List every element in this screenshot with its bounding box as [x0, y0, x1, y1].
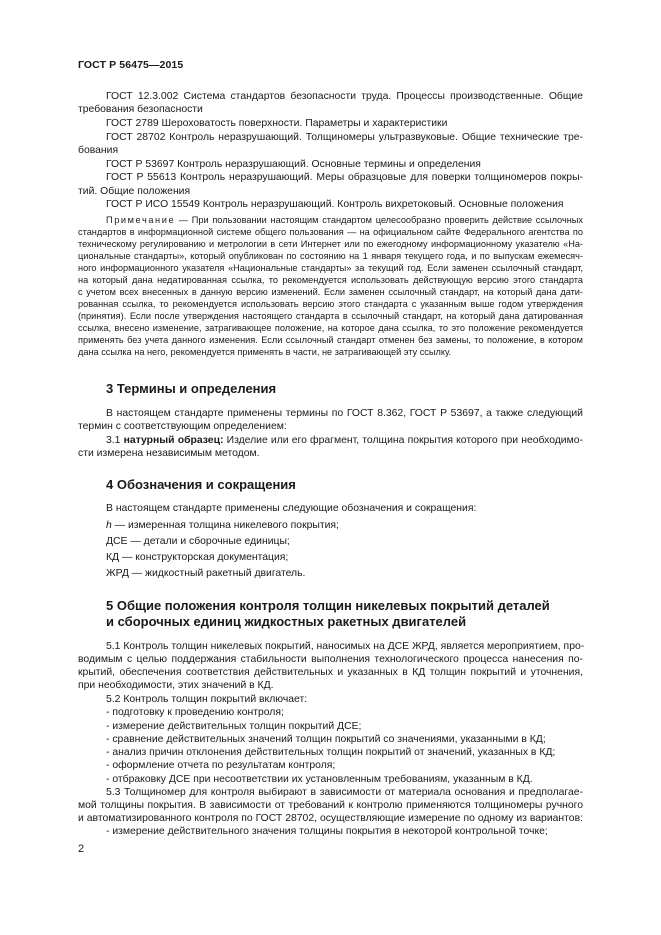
section-5-heading: 5 Общие положения контроля толщин никелевых покрытий деталей	[106, 598, 550, 613]
abbreviation-item	[106, 536, 290, 548]
note-line	[106, 215, 583, 226]
note-text: — При пользовании настоящим стандартом целесообразно проверить действие ссылочных	[175, 215, 583, 225]
ref-line: ГОСТ Р ИСО 15549 Контроль неразрушающий. Контроль вихретоковый. Основные положения	[106, 199, 564, 210]
list-item: - анализ причин отклонения действительных толщин покрытий от значений, указанных в КД;	[106, 747, 556, 758]
list-item: - измерение действительных толщин покрытий ДСЕ;	[106, 721, 362, 732]
ref-line: ГОСТ 28702 Контроль неразрушающий. Толщиномеры ультразвуковые. Общие технические тре-	[106, 132, 583, 143]
paragraph-line: 5.2 Контроль толщин покрытий включает:	[106, 694, 308, 705]
note-line: с учетом всех внесенных в данную версию изменений. Если заменен ссылочный стандарт, на который дана дати-	[78, 287, 583, 297]
note-label: Примечание	[106, 215, 176, 225]
paragraph-line: сти измерена независимым методом.	[78, 448, 260, 459]
note-line: циональные стандарты», который опубликован по состоянию на 1 января текущего года, и по выпускам ежемесяч-	[78, 251, 583, 261]
paragraph-line: крытий, обеспечения соответствия действительных и указанных в КД толщин покрытий и уточнения,	[78, 667, 583, 678]
abbr-symbol: h	[106, 520, 112, 531]
paragraph-line: и автоматизированного контроля по ГОСТ 28702, осуществляющие измерение по одному из вариантов:	[78, 813, 583, 824]
abbreviation-item	[106, 552, 288, 564]
paragraph-line: водимым с целью поддержания стабильности выполнения технологического процесса нанесения по-	[78, 654, 583, 665]
paragraph-line: при необходимости, этих значений в КД.	[78, 680, 274, 691]
document-code: ГОСТ Р 56475—2015	[78, 59, 184, 71]
paragraph-line: 5.3 Толщиномер для контроля выбирают в зависимости от материала основания и предполагае-	[106, 787, 583, 798]
note-line: (принятия). Если после утверждения настоящего стандарта в ссылочный стандарт, на который дана датированная	[78, 311, 583, 321]
list-item: - отбраковку ДСЕ при несоответствии их установленным требованиям, указанным в КД.	[106, 774, 533, 785]
paragraph-line: мой толщины покрытия. В зависимости от требований к контролю применяются толщиномеры ручного	[78, 800, 583, 811]
section-4-heading: 4 Обозначения и сокращения	[106, 477, 296, 492]
list-item: - измерение действительного значения толщины покрытия в некоторой контрольной точке;	[106, 826, 548, 837]
list-item: - сравнение действительных значений толщин покрытий со значениями, указанными в КД;	[106, 734, 546, 745]
section-3-heading: 3 Термины и определения	[106, 381, 277, 396]
note-line: рованная ссылка, то рекомендуется использовать версию этого стандарта с указанным выше годом утверждения	[78, 299, 583, 309]
abbr-definition: — конструкторская документация;	[119, 552, 289, 563]
paragraph-line: 5.1 Контроль толщин никелевых покрытий, наносимых на ДСЕ ЖРД, является мероприятием, про-	[106, 641, 585, 652]
abbr-symbol: ЖРД	[106, 568, 129, 579]
note-line: ного информационного указателя «Национальные стандарты» за текущий год. Если заменен ссылочный стандарт,	[78, 263, 583, 273]
ref-line: ГОСТ 12.3.002 Система стандартов безопасности труда. Процессы производственные. Общие	[106, 91, 583, 102]
page-number: 2	[78, 843, 85, 855]
ref-line: требования безопасности	[78, 104, 203, 115]
list-item: - подготовку к проведению контроля;	[106, 707, 284, 718]
note-line: ссылка, внесено изменение, затрагивающее положение, на которое дана ссылка, то это положение рекомендуется	[78, 323, 583, 333]
note-line: применять без учета данного изменения. Если ссылочный стандарт отменен без замены, то положение, в котором	[78, 335, 583, 345]
abbr-definition: — жидкостный ракетный двигатель.	[128, 568, 306, 579]
paragraph-line: В настоящем стандарте применены термины по ГОСТ 8.362, ГОСТ Р 53697, а также следующий	[106, 408, 583, 419]
note-line: стандартов в информационной системе общего пользования — на официальном сайте Федерального агентства по	[78, 227, 583, 237]
ref-line: ГОСТ 2789 Шероховатость поверхности. Параметры и характеристики	[106, 118, 448, 129]
abbr-symbol: ДСЕ	[106, 536, 128, 547]
term-line	[106, 435, 583, 447]
abbr-symbol: КД	[106, 552, 120, 563]
abbreviation-item	[106, 568, 305, 580]
abbr-definition: — детали и сборочные единицы;	[127, 536, 290, 547]
term-definition: Изделие или его фрагмент, толщина покрытия которого при необходимо-	[223, 435, 583, 446]
term-number: 3.1	[106, 435, 121, 446]
paragraph-line: термин с соответствующим определением:	[78, 421, 287, 432]
ref-line: тий. Общие положения	[78, 186, 191, 197]
ref-line: ГОСТ Р 53697 Контроль неразрушающий. Основные термины и определения	[106, 159, 481, 170]
list-item: - оформление отчета по результатам контроля;	[106, 760, 336, 771]
term: натурный образец:	[123, 435, 224, 446]
note-line: техническому регулированию и метрологии в сети Интернет или по ежегодному информационному указателю «На-	[78, 239, 583, 249]
section-5-heading: и сборочных единиц жидкостных ракетных двигателей	[106, 614, 467, 629]
abbreviation-item	[106, 520, 339, 532]
ref-line: бования	[78, 145, 119, 156]
note-line: дана ссылка на него, рекомендуется применять в части, не затрагивающей эту ссылку.	[78, 347, 452, 357]
paragraph-line: В настоящем стандарте применены следующие обозначения и сокращения:	[106, 503, 477, 514]
abbr-definition: — измеренная толщина никелевого покрытия;	[111, 520, 339, 531]
note-line: на который дана недатированная ссылка, то рекомендуется использовать действующую версию этого стандарта	[78, 275, 583, 285]
ref-line: ГОСТ Р 55613 Контроль неразрушающий. Меры образцовые для поверки толщиномеров покры-	[106, 172, 583, 183]
